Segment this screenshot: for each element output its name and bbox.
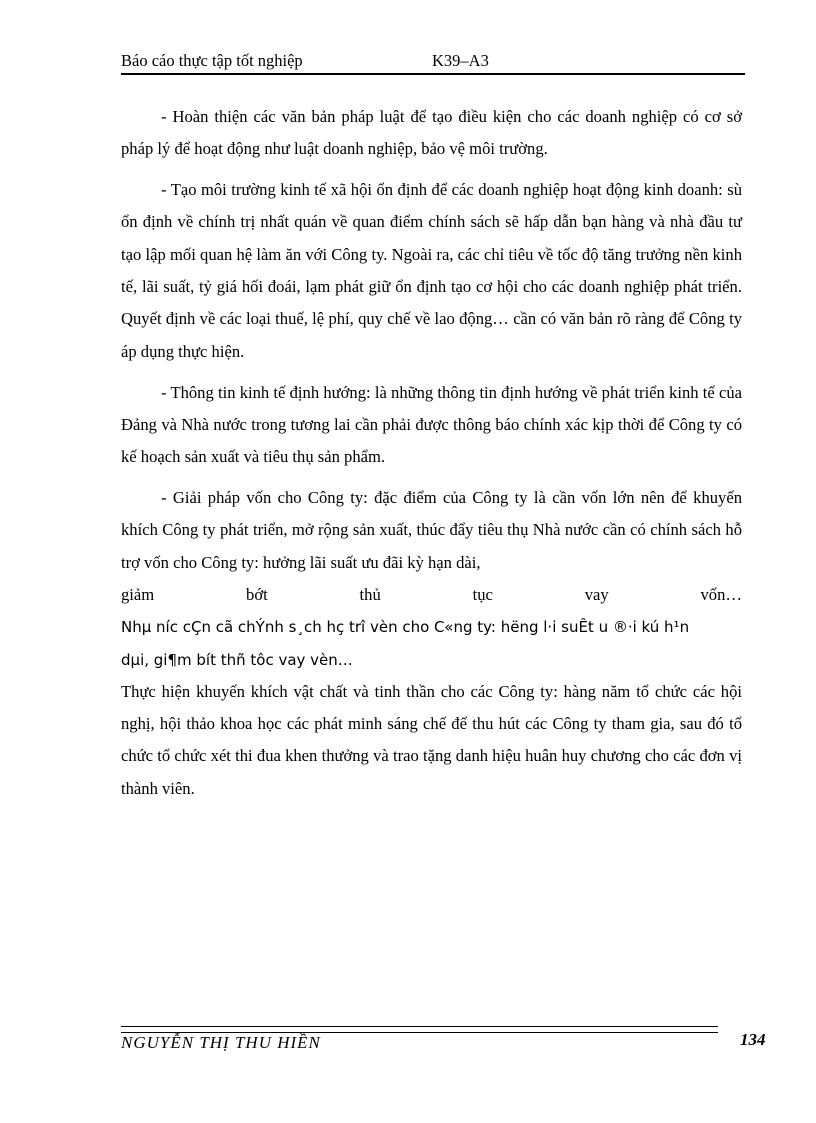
spread-word: thủ bbox=[359, 584, 381, 604]
spread-line bbox=[121, 579, 742, 611]
document-body bbox=[121, 101, 742, 805]
page-header bbox=[121, 49, 745, 75]
spread-word: giảm bbox=[121, 584, 155, 604]
class-code: K39–A3 bbox=[432, 51, 489, 70]
paragraph-economic-environment: - Tạo môi trường kinh tế xã hội ổn định để các doanh nghiệp hoạt động kinh doanh: sù ổn định về chính trị nhất quán về quan điểm chính sách sẽ hấp dẫn bạn hàng và nhà đầu tư tạo lập mối quan hệ làm ăn với Công ty. Ngoài ra, các chỉ tiêu về tốc độ tăng trưởng nền kinh tế, lãi suất, tỷ giá hối đoái, lạm phát giữ ổn định tạo cơ hội cho các doanh nghiệp phát triển. Quyết định về các loại thuế, lệ phí, quy chế về lao động… cần có văn bản rõ ràng để Công ty áp dụng thực hiện. bbox=[121, 180, 742, 361]
paragraph-economic-information: - Thông tin kinh tế định hướng: là những thông tin định hướng về phát triển kinh tế của Đảng và Nhà nước trong tương lai cần phải được thông báo chính xác kịp thời để Công ty có kế hoạch sản xuất và tiêu thụ sản phẩm. bbox=[121, 382, 742, 467]
paragraph-legal-framework: - Hoàn thiện các văn bản pháp luật để tạo điều kiện cho các doanh nghiệp có cơ sở pháp lý để hoạt động như luật doanh nghiệp, bảo vệ môi trường. bbox=[121, 107, 742, 159]
paragraph-capital-solution bbox=[121, 482, 742, 676]
spread-word: bớt bbox=[246, 584, 268, 604]
page-number: 134 bbox=[740, 1030, 766, 1049]
garbled-line: Nhµ níc cÇn cã chÝnh s¸ch hç trî vèn cho C«ng ty: hëng l·i suÊt u ®·i kú h¹n bbox=[121, 618, 690, 637]
capital-solution-text: - Giải pháp vốn cho Công ty: đặc điểm của Công ty là cần vốn lớn nên để khuyến khích Công ty phát triển, mở rộng sản xuất, thúc đẩy tiêu thụ Nhà nước cần có chính sách hỗ trợ vốn cho Công ty: hưởng lãi suất ưu đãi kỳ hạn dài, bbox=[121, 488, 742, 572]
spread-word: vốn… bbox=[700, 584, 742, 604]
garbled-line: dµi, gi¶m bít thñ tôc vay vèn… bbox=[121, 650, 353, 669]
footer-divider bbox=[121, 1026, 718, 1033]
paragraph-incentives: Thực hiện khuyến khích vật chất và tinh thần cho các Công ty: hàng năm tổ chức các hội nghị, hội thảo khoa học các phát minh sáng chế để thu hút các Công ty tham gia, sau đó tổ chức tổ chức xét thi đua khen thưởng và trao tặng danh hiệu huân huy chương cho các đơn vị thành viên. bbox=[121, 681, 742, 798]
report-title: Báo cáo thực tập tốt nghiệp bbox=[121, 51, 303, 70]
spread-word: tục bbox=[472, 584, 493, 604]
spread-word: vay bbox=[584, 584, 609, 604]
author-name: NGUYỄN THỊ THU HIỀN bbox=[121, 1033, 321, 1052]
